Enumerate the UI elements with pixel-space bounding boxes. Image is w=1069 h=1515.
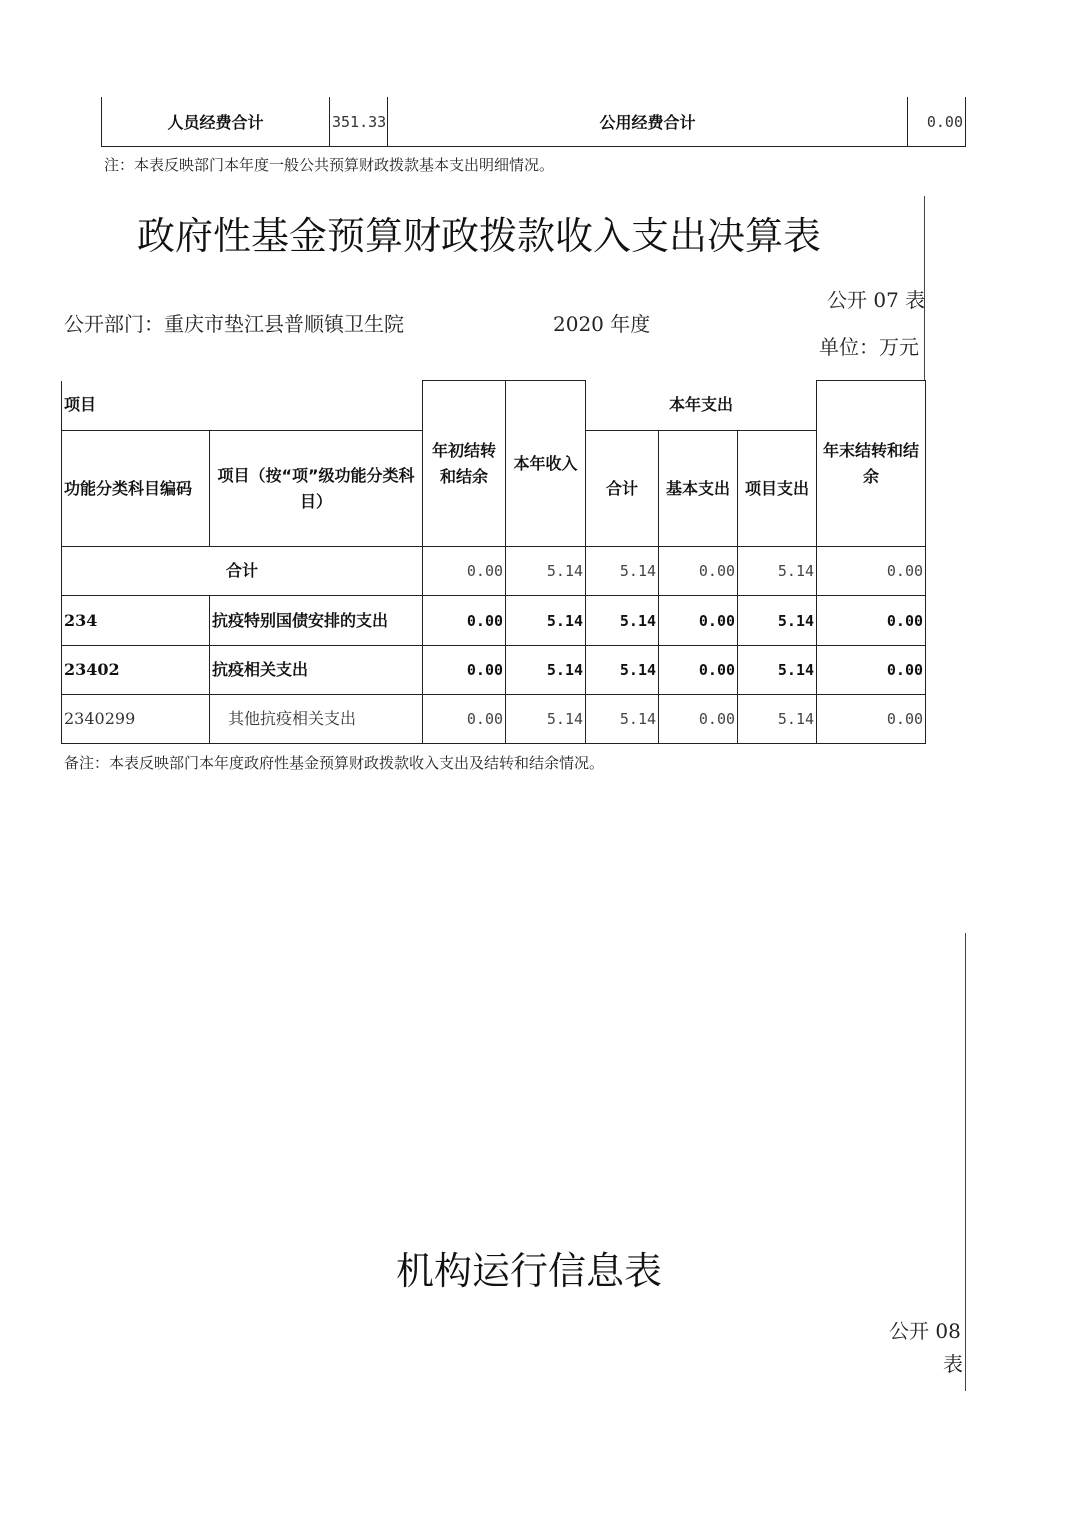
- table-cell: 5.14: [586, 596, 659, 646]
- table-row: [62, 596, 926, 646]
- table-cell: 0.00: [423, 596, 506, 646]
- table-cell: 0.00: [423, 695, 506, 744]
- basic-expense-header: 基本支出: [659, 431, 738, 547]
- table-cell: 5.14: [586, 547, 659, 596]
- form-number: 公开 07 表: [827, 288, 926, 312]
- row-name: 抗疫相关支出: [210, 646, 423, 695]
- project-expense-header: 项目支出: [738, 431, 817, 547]
- table-cell: 0.00: [659, 596, 738, 646]
- table-cell: 5.14: [738, 596, 817, 646]
- table-row: [102, 97, 966, 147]
- table-cell: 5.14: [586, 646, 659, 695]
- table-cell: 0.00: [659, 695, 738, 744]
- total-expense-header: 合计: [586, 431, 659, 547]
- table-cell: 5.14: [506, 646, 586, 695]
- top-table-note: 注：本表反映部门本年度一般公共预算财政拨款基本支出明细情况。: [104, 156, 555, 174]
- name-header: 项目（按“项”级功能分类科目）: [210, 431, 423, 547]
- table-cell: 0.00: [817, 695, 926, 744]
- personnel-expense-label: 人员经费合计: [102, 97, 330, 147]
- table-cell: 5.14: [506, 547, 586, 596]
- table-row: [62, 695, 926, 744]
- unit-label: 单位：万元: [819, 335, 919, 359]
- staff-expense-summary-table: [101, 97, 966, 147]
- row-name: 其他抗疫相关支出: [210, 695, 423, 744]
- fund-budget-table: [61, 380, 926, 744]
- project-header: 项目: [62, 381, 423, 431]
- table-cell: 0.00: [817, 547, 926, 596]
- table-cell: 5.14: [738, 547, 817, 596]
- fiscal-year: 2020 年度: [553, 312, 651, 336]
- row-code: 2340299: [62, 695, 210, 744]
- personnel-expense-value: 351.33: [330, 97, 388, 147]
- row-name: 抗疫特别国债安排的支出: [210, 596, 423, 646]
- form-number-08-suffix: 表: [943, 1352, 963, 1376]
- public-expense-value: 0.00: [908, 97, 966, 147]
- income-header: 本年收入: [506, 381, 586, 547]
- page-frame-line: [965, 933, 966, 1391]
- table-note: 备注：本表反映部门本年度政府性基金预算财政拨款收入支出及结转和结余情况。: [64, 754, 605, 772]
- department-label: 公开部门：重庆市垫江县普顺镇卫生院: [64, 312, 404, 336]
- table-cell: 5.14: [738, 646, 817, 695]
- table-cell: 5.14: [506, 596, 586, 646]
- table-cell: 0.00: [817, 646, 926, 695]
- code-header: 功能分类科目编码: [62, 431, 210, 547]
- table-cell: 5.14: [506, 695, 586, 744]
- total-row: [62, 547, 926, 596]
- expense-group-header: 本年支出: [586, 381, 817, 431]
- row-code: 23402: [62, 646, 210, 695]
- total-row-label: 合计: [62, 547, 423, 596]
- table-cell: 0.00: [423, 547, 506, 596]
- table-cell: 0.00: [659, 646, 738, 695]
- page-title: 政府性基金预算财政拨款收入支出决算表: [137, 214, 822, 258]
- table-cell: 5.14: [738, 695, 817, 744]
- public-expense-label: 公用经费合计: [388, 97, 908, 147]
- opening-balance-header: 年初结转和结余: [423, 381, 506, 547]
- table-cell: 0.00: [817, 596, 926, 646]
- header-row: [62, 381, 926, 431]
- table-cell: 0.00: [659, 547, 738, 596]
- table-cell: 0.00: [423, 646, 506, 695]
- table-cell: 5.14: [586, 695, 659, 744]
- closing-balance-header: 年末结转和结余: [817, 381, 926, 547]
- form-number-08: 公开 08: [889, 1319, 961, 1343]
- table-row: [62, 646, 926, 695]
- section-title: 机构运行信息表: [396, 1249, 663, 1293]
- row-code: 234: [62, 596, 210, 646]
